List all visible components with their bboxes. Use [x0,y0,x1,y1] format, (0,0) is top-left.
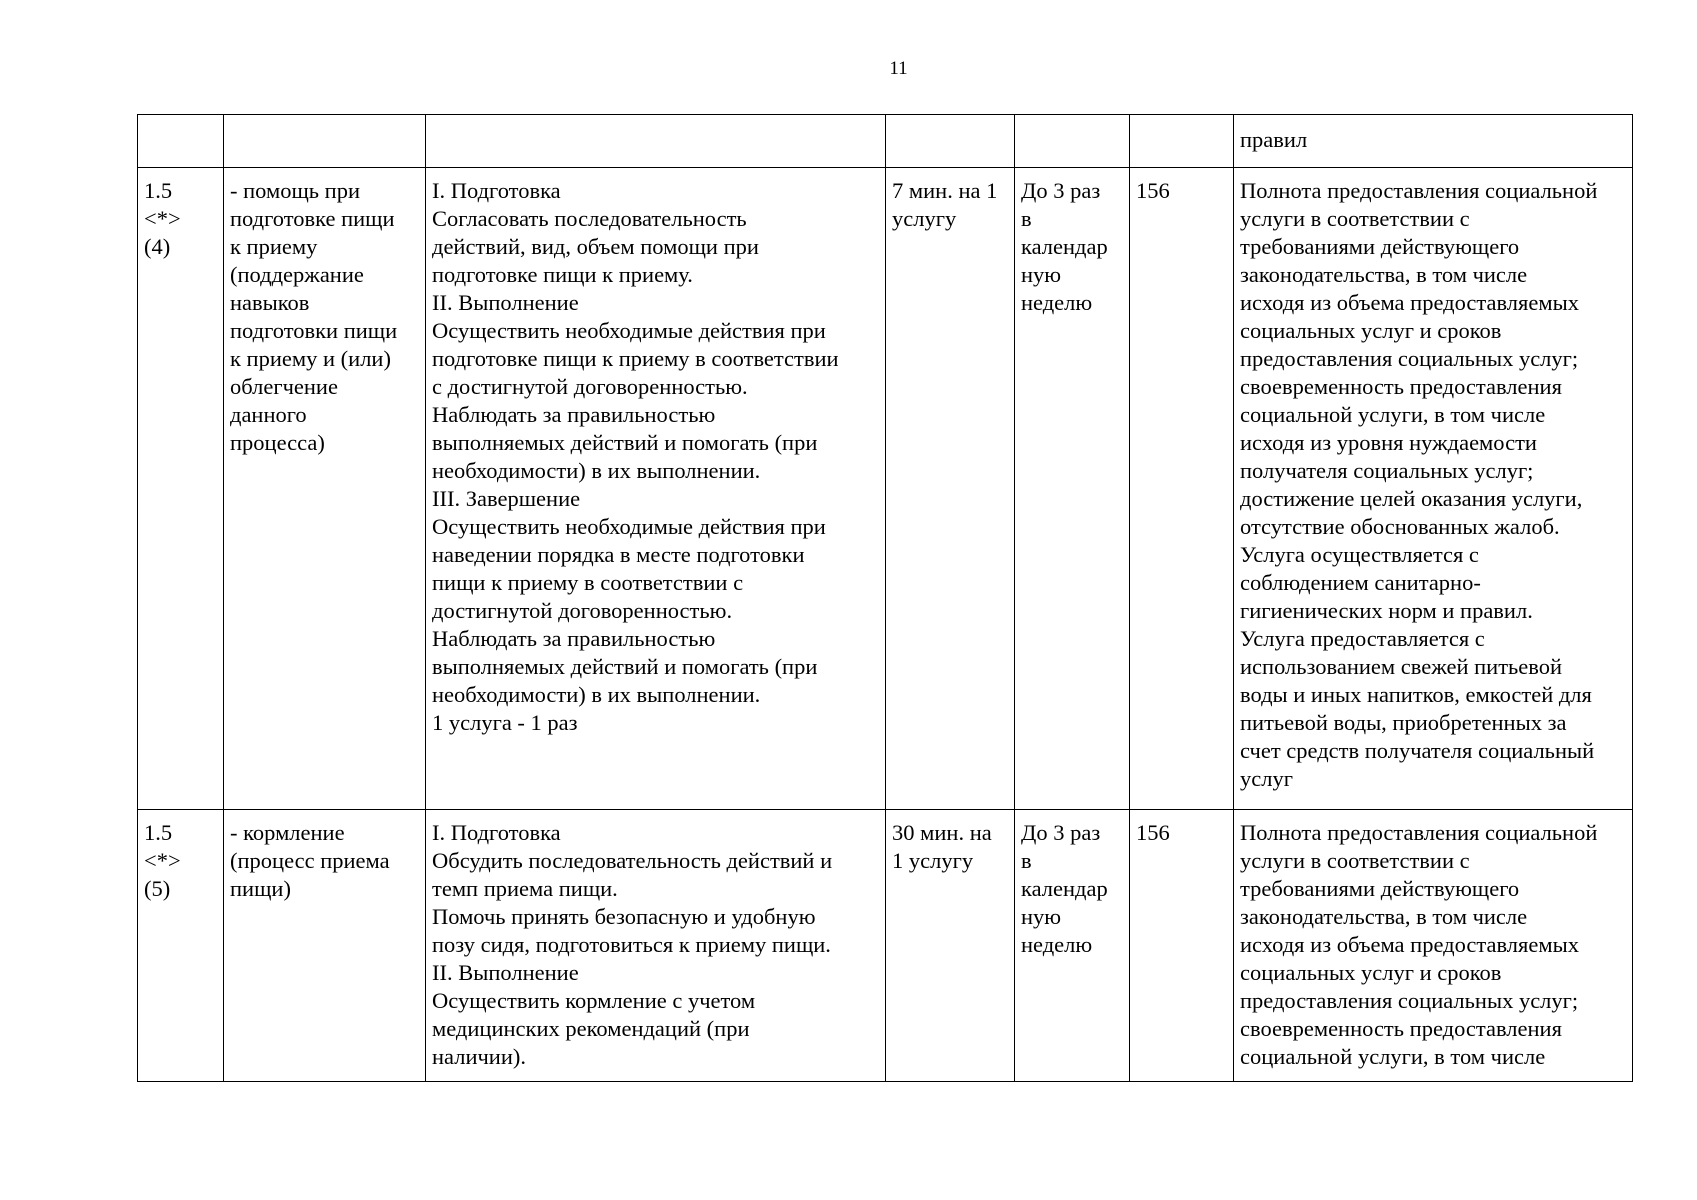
cell-quality-criteria: Полнота предоставления социальной услуги в соответствии с требованиями действующего законодательства, в том числе исходя из объема предоставляемых социальных услуг и сроков предоставления социальных услуг; своевременность предоставления социальной услуги, в том числе [1234,810,1633,1082]
page-number: 11 [889,58,908,79]
cell-description [426,115,886,168]
cell-time-norm: 30 мин. на 1 услугу [886,810,1015,1082]
services-table [137,114,1633,1082]
cell-quantity: 156 [1130,810,1234,1082]
table-row-continuation [138,115,1633,168]
cell-quality-criteria: Полнота предоставления социальной услуги в соответствии с требованиями действующего законодательства, в том числе исходя из объема предоставляемых социальных услуг и сроков предоставления социальных услуг; своевременность предоставления социальной услуги, в том числе исходя из уровня нуждаемости получателя социальных услуг; достижение целей оказания услуги, отсутствие обоснованных жалоб. Услуга осуществляется с соблюдением санитарно- гигиенических норм и правил. Услуга предоставляется с использованием свежей питьевой воды и иных напитков, емкостей для питьевой воды, приобретенных за счет средств получателя социальный услуг [1234,168,1633,810]
table-row [138,168,1633,810]
cell-quantity [1130,115,1234,168]
cell-frequency [1015,115,1130,168]
cell-number: 1.5 <*> (5) [138,810,224,1082]
cell-number: 1.5 <*> (4) [138,168,224,810]
table-row [138,810,1633,1082]
cell-frequency: До 3 раз в календар ную неделю [1015,168,1130,810]
cell-description: I. Подготовка Согласовать последовательность действий, вид, объем помощи при подготовке пищи к приему. II. Выполнение Осуществить необходимые действия при подготовке пищи к приему в соответствии с достигнутой договоренностью. Наблюдать за правильностью выполняемых действий и помогать (при необходимости) в их выполнении. III. Завершение Осуществить необходимые действия при наведении порядка в месте подготовки пищи к приему в соответствии с достигнутой договоренностью. Наблюдать за правильностью выполняемых действий и помогать (при необходимости) в их выполнении. 1 услуга - 1 раз [426,168,886,810]
cell-quality-criteria: правил [1234,115,1633,168]
cell-frequency: До 3 раз в календар ную неделю [1015,810,1130,1082]
cell-quantity: 156 [1130,168,1234,810]
cell-service-name: - кормление (процесс приема пищи) [224,810,426,1082]
cell-time-norm [886,115,1015,168]
cell-service-name [224,115,426,168]
cell-number [138,115,224,168]
cell-service-name: - помощь при подготовке пищи к приему (поддержание навыков подготовки пищи к приему и (или) облегчение данного процесса) [224,168,426,810]
cell-description: I. Подготовка Обсудить последовательность действий и темп приема пищи. Помочь принять безопасную и удобную позу сидя, подготовиться к приему пищи. II. Выполнение Осуществить кормление с учетом медицинских рекомендаций (при наличии). [426,810,886,1082]
cell-time-norm: 7 мин. на 1 услугу [886,168,1015,810]
